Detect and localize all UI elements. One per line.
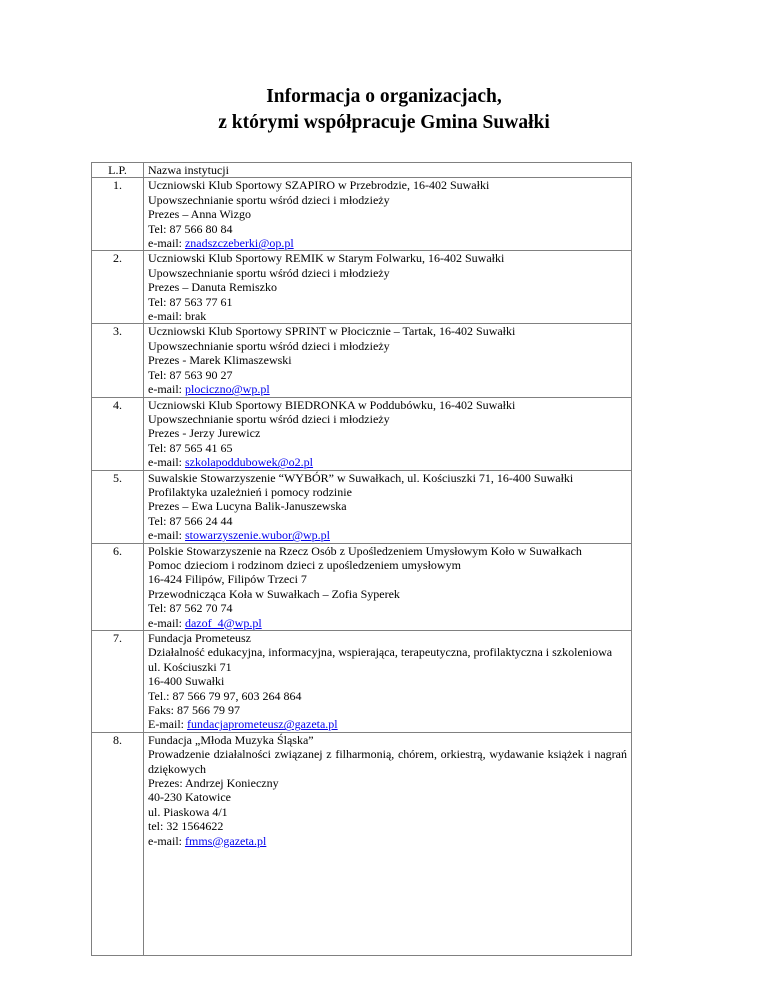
detail-line: Prezes – Danuta Remiszko: [148, 280, 277, 295]
email-line: [148, 616, 627, 630]
detail-line: 40-230 Katowice: [148, 790, 231, 805]
table-row: [92, 324, 632, 397]
email-link[interactable]: dazof_4@wp.pl: [184, 615, 262, 630]
email-link[interactable]: znadszczeberki@op.pl: [184, 236, 294, 251]
email-line: [148, 382, 627, 396]
detail-line: Fundacja Prometeusz: [148, 631, 251, 645]
detail-line: Prezes: Andrzej Konieczny: [148, 776, 279, 791]
table-row: [92, 631, 632, 733]
detail-line: Przewodnicząca Koła w Suwałkach – Zofia Syperek: [148, 586, 400, 601]
email-link[interactable]: plociczno@wp.pl: [184, 382, 270, 397]
email-line: [148, 236, 627, 250]
detail-line: e-mail: brak: [148, 309, 207, 324]
email-label: e-mail:: [148, 833, 185, 848]
detail-line: Uczniowski Klub Sportowy BIEDRONKA w Poddubówku, 16-402 Suwałki: [148, 397, 516, 412]
email-link[interactable]: fmms@gazeta.pl: [184, 833, 267, 848]
email-label: e-mail:: [148, 382, 185, 397]
detail-line: Upowszechnianie sportu wśród dzieci i młodzieży: [148, 265, 390, 280]
organization-details: [144, 631, 632, 733]
detail-line: Uczniowski Klub Sportowy SPRINT w Płocicznie – Tartak, 16-402 Suwałki: [148, 324, 516, 339]
email-link[interactable]: fundacjaprometeusz@gazeta.pl: [187, 717, 338, 732]
table-row: [92, 178, 632, 251]
detail-line: Tel: 87 562 70 74: [148, 601, 233, 616]
organization-details: [144, 732, 632, 955]
detail-line: Prowadzenie działalności związanej z filharmonią, chórem, orkiestrą, wydawanie książek i nagrań dziękowych: [148, 747, 627, 776]
detail-line: 16-424 Filipów, Filipów Trzeci 7: [148, 572, 307, 587]
table-row: [92, 732, 632, 955]
detail-line: Uczniowski Klub Sportowy SZAPIRO w Przebrodzie, 16-402 Suwałki: [148, 178, 490, 193]
row-number: 1.: [92, 178, 144, 251]
detail-line: Prezes – Ewa Lucyna Balik-Januszewska: [148, 499, 347, 514]
organizations-table: [91, 162, 632, 956]
organization-details: [144, 324, 632, 397]
row-number: 4.: [92, 397, 144, 470]
detail-line: Prezes - Jerzy Jurewicz: [148, 426, 261, 441]
detail-line: Profilaktyka uzależnień i pomocy rodzinie: [148, 484, 352, 499]
table-row: [92, 470, 632, 543]
detail-line: Polskie Stowarzyszenie na Rzecz Osób z Upośledzeniem Umysłowym Koło w Suwałkach: [148, 543, 582, 558]
detail-line: Suwalskie Stowarzyszenie “WYBÓR” w Suwałkach, ul. Kościuszki 71, 16-400 Suwałki: [148, 470, 574, 485]
organization-details: [144, 251, 632, 324]
row-number: 5.: [92, 470, 144, 543]
detail-line: Uczniowski Klub Sportowy REMIK w Starym Folwarku, 16-402 Suwałki: [148, 251, 505, 266]
title-line-2: z którymi współpracuje Gmina Suwałki: [218, 112, 550, 133]
organization-details: [144, 178, 632, 251]
email-line: [148, 455, 627, 469]
email-label: E-mail:: [148, 717, 187, 732]
detail-line: ul. Piaskowa 4/1: [148, 804, 228, 819]
row-number: 6.: [92, 543, 144, 630]
row-number: 7.: [92, 631, 144, 733]
header-lp: L.P.: [92, 163, 144, 178]
email-line: [148, 528, 627, 542]
email-label: e-mail:: [148, 615, 185, 630]
table-row: [92, 543, 632, 630]
detail-line: Prezes - Marek Klimaszewski: [148, 353, 292, 368]
detail-line: Prezes – Anna Wizgo: [148, 207, 251, 222]
detail-line: Faks: 87 566 79 97: [148, 703, 241, 718]
row-number: 2.: [92, 251, 144, 324]
email-label: e-mail:: [148, 455, 185, 470]
detail-line: Tel: 87 565 41 65: [148, 440, 233, 455]
table-row: [92, 251, 632, 324]
email-link[interactable]: stowarzyszenie.wubor@wp.pl: [184, 528, 330, 543]
detail-line: Tel: 87 563 77 61: [148, 294, 233, 309]
header-name: Nazwa instytucji: [144, 163, 632, 178]
table-row: [92, 397, 632, 470]
email-line: [148, 717, 627, 731]
detail-line: Upowszechnianie sportu wśród dzieci i młodzieży: [148, 338, 390, 353]
detail-line: Tel.: 87 566 79 97, 603 264 864: [148, 688, 302, 703]
row-number: 3.: [92, 324, 144, 397]
detail-line: Tel: 87 566 80 84: [148, 221, 233, 236]
detail-line: Tel: 87 566 24 44: [148, 513, 233, 528]
detail-line: Pomoc dzieciom i rodzinom dzieci z upośledzeniem umysłowym: [148, 557, 461, 572]
document-title: [0, 84, 768, 136]
detail-line: Działalność edukacyjna, informacyjna, wspierająca, terapeutyczna, profilaktyczna i szkoleniowa: [148, 645, 613, 660]
detail-line: Fundacja „Młoda Muzyka Śląska”: [148, 732, 314, 747]
row-number: 8.: [92, 732, 144, 955]
email-label: e-mail:: [148, 236, 185, 251]
organization-details: [144, 397, 632, 470]
title-line-1: Informacja o organizacjach,: [266, 86, 502, 107]
detail-line: Tel: 87 563 90 27: [148, 367, 233, 382]
email-label: e-mail:: [148, 528, 185, 543]
organization-details: [144, 543, 632, 630]
detail-line: 16-400 Suwałki: [148, 674, 225, 689]
detail-line: ul. Kościuszki 71: [148, 659, 232, 674]
detail-line: Upowszechnianie sportu wśród dzieci i młodzieży: [148, 411, 390, 426]
detail-line: tel: 32 1564622: [148, 819, 224, 834]
organization-details: [144, 470, 632, 543]
detail-line: Upowszechnianie sportu wśród dzieci i młodzieży: [148, 192, 390, 207]
email-link[interactable]: szkolapoddubowek@o2.pl: [184, 455, 314, 470]
email-line: [148, 834, 627, 848]
table-header-row: [92, 163, 632, 178]
